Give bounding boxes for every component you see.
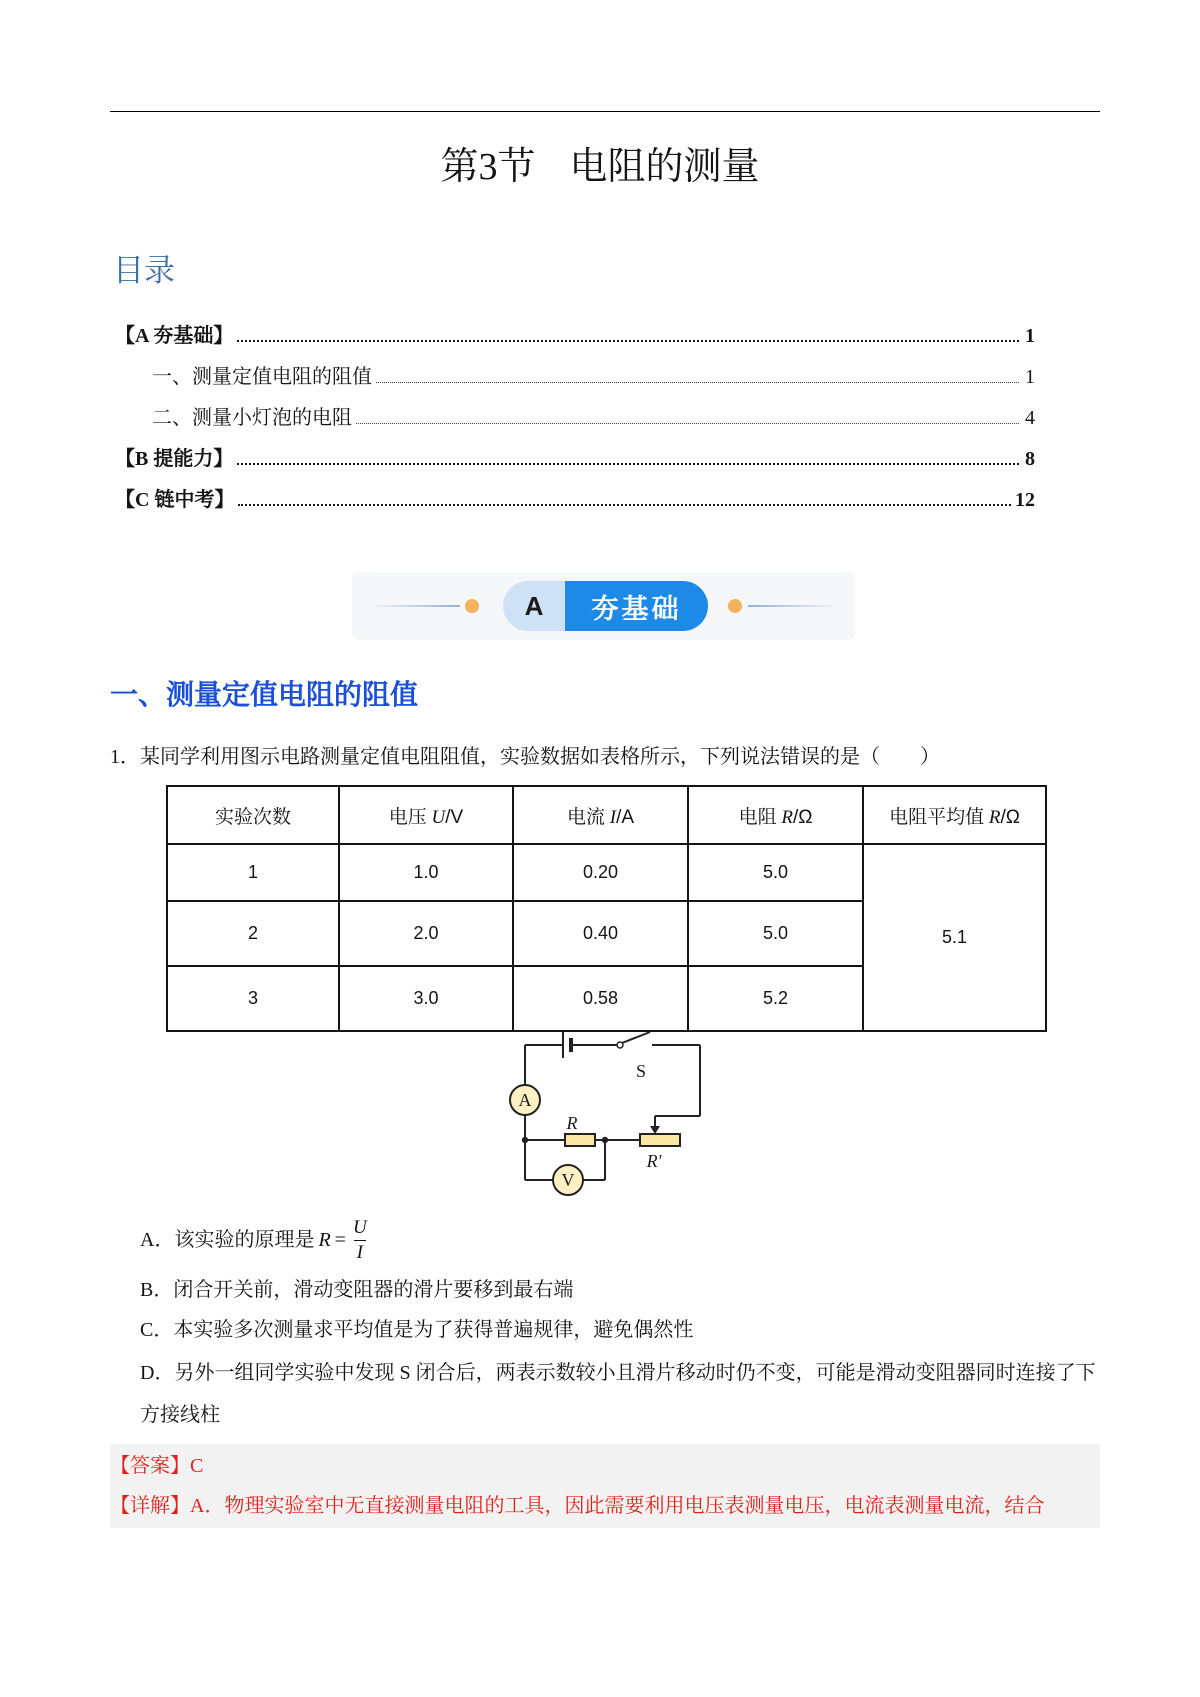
answer-line (110, 1446, 1100, 1486)
question-text: 1．某同学利用图示电路测量定值电阻阻值，实验数据如表格所示，下列说法错误的是（ ） (110, 746, 940, 768)
table-cell-trial: 2 (167, 901, 339, 966)
table-header-row (167, 786, 1046, 844)
toc-heading: 目录 (113, 253, 175, 288)
ammeter-symbol (510, 1085, 540, 1115)
table-cell-current: 0.40 (513, 901, 688, 966)
toc-entry-label: 二、测量小灯泡的电阻 (152, 407, 352, 429)
level-banner (352, 572, 855, 640)
voltmeter-symbol (553, 1165, 583, 1195)
toc-page-number: 1 (1025, 325, 1035, 347)
slider-arrow-icon (650, 1126, 660, 1134)
banner-line-left (368, 605, 460, 607)
table-header: 实验次数 (167, 786, 339, 844)
banner-letter: A (503, 581, 565, 631)
option-a (140, 1212, 370, 1268)
toc-leader-dots (356, 423, 1019, 424)
banner-line-right (748, 605, 840, 607)
title-section-number: 第3节 (440, 146, 536, 188)
junction-dot (602, 1137, 608, 1143)
table-cell-resistance: 5.2 (688, 966, 863, 1031)
answer-box (110, 1444, 1100, 1528)
formula-variable: R (318, 1229, 331, 1251)
banner-dot-left (465, 599, 479, 613)
table-cell-average: 5.1 (863, 844, 1046, 1031)
toc-leader-dots (237, 340, 1019, 342)
answer-value: C (190, 1455, 204, 1477)
toc-entry-a[interactable] (115, 318, 1035, 348)
banner-dot-right (728, 599, 742, 613)
toc-entry-label: 【C 链中考】 (115, 489, 235, 511)
banner-label: 夯基础 (565, 581, 708, 631)
table-cell-resistance: 5.0 (688, 901, 863, 966)
option-a-text: A．该实验的原理是 (140, 1229, 315, 1251)
explanation-line (110, 1486, 1100, 1526)
banner-pill (503, 581, 708, 631)
option-b: B．闭合开关前，滑动变阻器的滑片要移到最右端 (140, 1279, 574, 1301)
formula-fraction (350, 1216, 370, 1265)
table-cell-voltage: 2.0 (339, 901, 513, 966)
table-cell-current: 0.58 (513, 966, 688, 1031)
title-text: 电阻的测量 (569, 146, 760, 188)
rheostat-symbol (640, 1126, 680, 1146)
toc-leader-dots (237, 463, 1019, 465)
toc-entry-label: 【B 提能力】 (115, 448, 234, 470)
table-cell-voltage: 1.0 (339, 844, 513, 901)
table-cell-trial: 1 (167, 844, 339, 901)
option-c: C．本实验多次测量求平均值是为了获得普遍规律，避免偶然性 (140, 1319, 694, 1341)
toc-entry-a1[interactable] (115, 359, 1035, 389)
toc-page-number: 4 (1025, 407, 1035, 429)
explanation-text: A．物理实验室中无直接测量电阻的工具，因此需要利用电压表测量电压，电流表测量电流，结合 (190, 1495, 1045, 1517)
table-header: 电流 I/A (513, 786, 688, 844)
toc-entry-a2[interactable] (115, 400, 1035, 430)
voltmeter-label: V (561, 1170, 575, 1190)
resistor-symbol (565, 1134, 595, 1146)
table-cell-trial: 3 (167, 966, 339, 1031)
table-cell-voltage: 3.0 (339, 966, 513, 1031)
resistor-label: R (566, 1113, 578, 1133)
switch-symbol (617, 1032, 650, 1048)
toc-entry-b[interactable] (115, 441, 1035, 471)
fraction-numerator: U (352, 1216, 367, 1238)
explanation-label: 【详解】 (110, 1495, 190, 1517)
table-row (167, 844, 1046, 901)
table-cell-current: 0.20 (513, 844, 688, 901)
toc-page-number: 1 (1025, 366, 1035, 388)
toc-leader-dots (376, 382, 1019, 383)
rheostat-label: R' (646, 1151, 662, 1171)
table-header: 电压 U/V (339, 786, 513, 844)
table-header: 电阻平均值 R/Ω (863, 786, 1046, 844)
formula-equals: = (334, 1229, 346, 1251)
toc-page-number: 8 (1025, 448, 1035, 470)
toc-entry-label: 【A 夯基础】 (115, 325, 234, 347)
toc-entry-label: 一、测量定值电阻的阻值 (152, 366, 372, 388)
circuit-wires (525, 1045, 700, 1180)
option-d: D．另外一组同学实验中发现 S 闭合后，两表示数较小且滑片移动时仍不变，可能是滑动变阻器同时连接了下方接线柱 (140, 1362, 1096, 1426)
fraction-denominator: I (354, 1240, 366, 1265)
junction-dot (522, 1137, 528, 1143)
section-heading: 一、测量定值电阻的阻值 (110, 680, 419, 711)
toc-page-number: 12 (1015, 489, 1035, 511)
battery-symbol (563, 1032, 571, 1058)
switch-label: S (635, 1061, 647, 1081)
top-rule (110, 111, 1100, 112)
table-header: 电阻 R/Ω (688, 786, 863, 844)
toc-leader-dots (238, 504, 1011, 506)
answer-label: 【答案】 (110, 1455, 190, 1477)
ammeter-label: A (518, 1090, 532, 1110)
page-title (0, 143, 1200, 191)
toc-entry-c[interactable] (115, 482, 1035, 512)
circuit-diagram (480, 1030, 720, 1200)
table-cell-resistance: 5.0 (688, 844, 863, 901)
data-table (166, 785, 1047, 1032)
